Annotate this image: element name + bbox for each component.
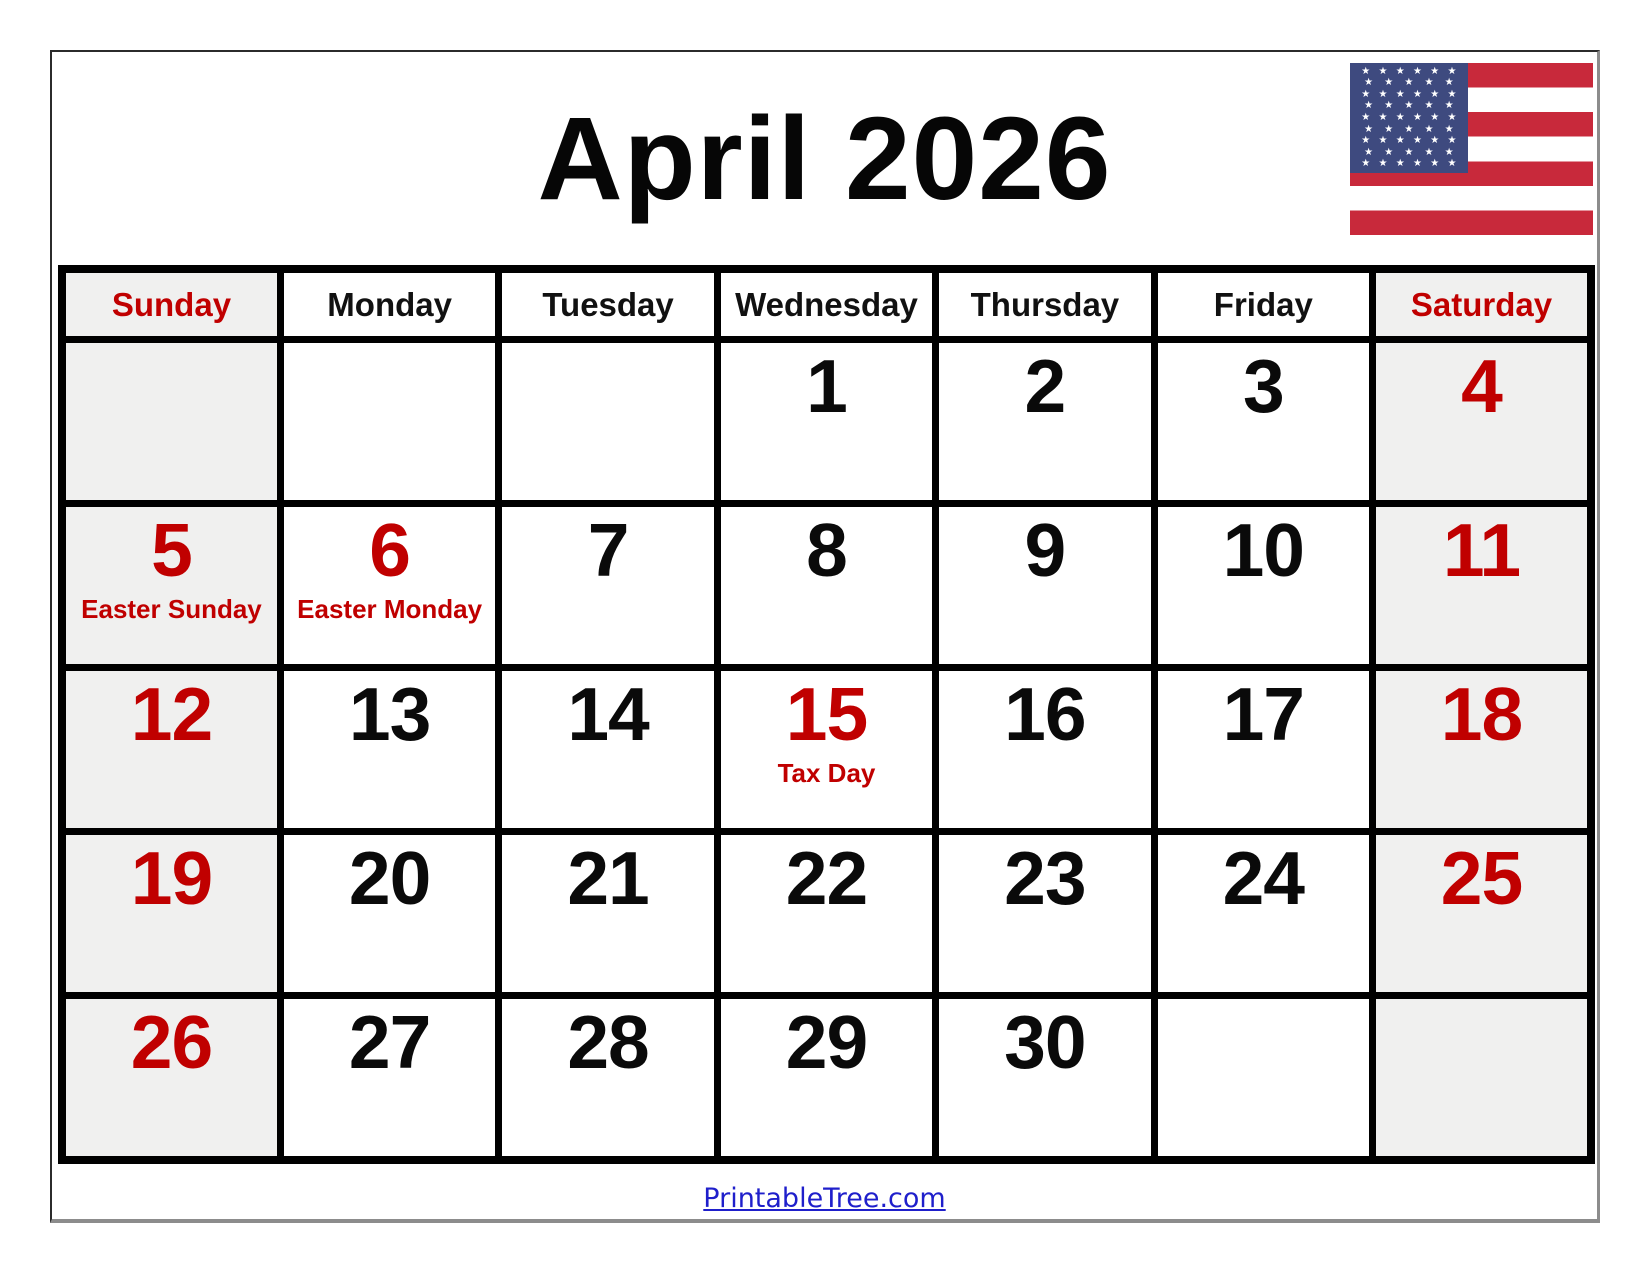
day-cell-empty [1373,996,1591,1161]
date-number: 9 [1024,508,1066,592]
weekday-header-friday: Friday [1154,269,1372,340]
day-cell-8 [717,504,935,668]
date-number: 10 [1222,508,1305,592]
date-number: 13 [348,672,431,756]
date-number: 26 [130,1000,213,1084]
day-cell-23 [936,832,1154,996]
week-row [62,504,1591,668]
day-cell-11 [1373,504,1591,668]
date-number: 8 [806,508,847,592]
day-cell-28 [499,996,717,1161]
day-cell-4 [1373,340,1591,504]
flag-star-row: ★ ★ ★ ★ ★ ★ [1361,88,1457,100]
date-number: 2 [1024,344,1066,428]
date-number: 5 [151,508,192,592]
month-grid [58,265,1595,1164]
date-number: 11 [1442,508,1521,592]
date-number: 30 [1004,1000,1086,1084]
flag-star-row: ★ ★ ★ ★ ★ ★ [1361,65,1457,77]
day-cell-18 [1373,668,1591,832]
day-cell-2 [936,340,1154,504]
date-number: 3 [1242,344,1284,428]
date-number: 16 [1004,672,1086,756]
day-cell-empty [62,340,280,504]
day-cell-20 [280,832,498,996]
date-number: 28 [567,1000,649,1084]
day-cell-30 [936,996,1154,1161]
day-cell-10 [1154,504,1372,668]
day-cell-15 [717,668,935,832]
holiday-label: Tax Day [777,758,876,788]
day-cell-3 [1154,340,1372,504]
flag-star-row: ★ ★ ★ ★ ★ ★ [1361,158,1457,170]
weekday-header-tuesday: Tuesday [499,269,717,340]
day-cell-25 [1373,832,1591,996]
us-flag-icon [1350,63,1593,235]
date-number: 4 [1461,344,1502,428]
page-footer [52,1183,1597,1214]
date-number: 17 [1222,672,1305,756]
weekday-header-wednesday: Wednesday [717,269,935,340]
day-cell-empty [1154,996,1372,1161]
day-cell-16 [936,668,1154,832]
day-cell-7 [499,504,717,668]
date-number: 21 [567,836,649,920]
calendar-page [50,50,1600,1223]
date-number: 12 [130,672,213,756]
day-cell-empty [499,340,717,504]
day-cell-19 [62,832,280,996]
day-cell-12 [62,668,280,832]
week-row [62,832,1591,996]
date-number: 7 [587,508,629,592]
day-cell-9 [936,504,1154,668]
date-number: 20 [348,836,431,920]
day-cell-22 [717,832,935,996]
day-cell-17 [1154,668,1372,832]
day-cell-14 [499,668,717,832]
date-number: 29 [785,1000,868,1084]
day-cell-empty [280,340,498,504]
day-cell-26 [62,996,280,1161]
day-cell-13 [280,668,498,832]
flag-star-row: ★ ★ ★ ★ ★ [1364,100,1454,112]
flag-star-row: ★ ★ ★ ★ ★ [1364,77,1454,89]
date-number: 22 [785,836,868,920]
day-cell-24 [1154,832,1372,996]
date-number: 23 [1004,836,1086,920]
day-cell-21 [499,832,717,996]
us-flag-canton [1350,63,1468,173]
date-number: 15 [785,672,868,756]
date-number: 14 [567,672,649,756]
date-number: 6 [369,508,410,592]
holiday-label: Easter Monday [297,594,483,624]
flag-star-row: ★ ★ ★ ★ ★ ★ [1361,135,1457,147]
day-cell-1 [717,340,935,504]
week-row [62,668,1591,832]
week-row [62,340,1591,504]
weekday-header-thursday: Thursday [936,269,1154,340]
date-number: 1 [806,344,847,428]
weekday-header-sunday: Sunday [62,269,280,340]
day-cell-6 [280,504,498,668]
holiday-label: Easter Sunday [81,594,262,624]
day-cell-27 [280,996,498,1161]
flag-star-row: ★ ★ ★ ★ ★ [1364,123,1454,135]
date-number: 18 [1440,672,1523,756]
day-cell-29 [717,996,935,1161]
day-cell-5 [62,504,280,668]
footer-link[interactable]: PrintableTree.com [703,1183,946,1214]
week-row [62,996,1591,1161]
weekday-header-monday: Monday [280,269,498,340]
flag-star-row: ★ ★ ★ ★ ★ ★ [1361,111,1457,123]
date-number: 27 [348,1000,431,1084]
page-title: April 2026 [537,93,1112,225]
weekday-header-saturday: Saturday [1373,269,1591,340]
weekday-header-row [62,269,1591,340]
date-number: 25 [1440,836,1523,920]
date-number: 24 [1222,836,1305,920]
date-number: 19 [130,836,213,920]
flag-star-row: ★ ★ ★ ★ ★ [1364,146,1454,158]
